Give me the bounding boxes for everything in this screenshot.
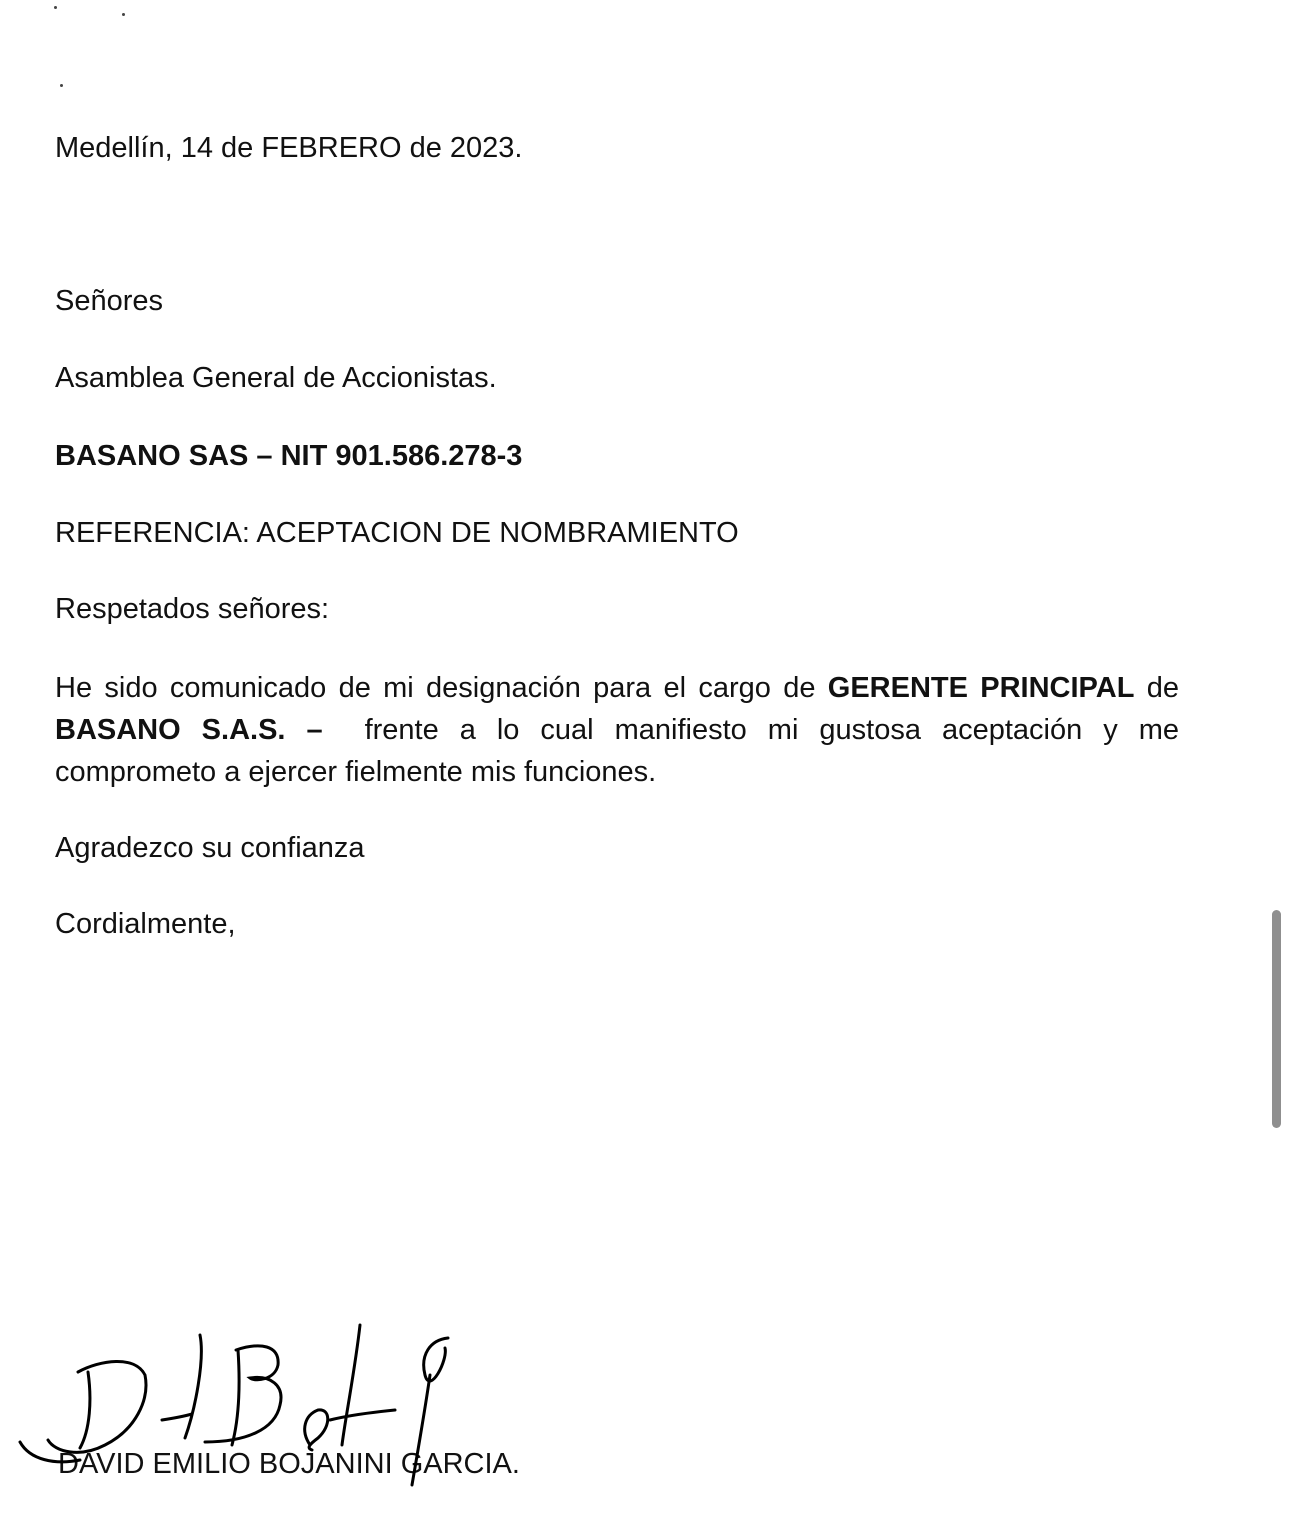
- reference-line: REFERENCIA: ACEPTACION DE NOMBRAMIENTO: [55, 517, 739, 549]
- date-line: Medellín, 14 de FEBRERO de 2023.: [55, 132, 523, 164]
- body-paragraph: [55, 667, 1188, 793]
- company-heading: BASANO SAS – NIT 901.586.278-3: [55, 440, 523, 472]
- thanks-line: Agradezco su confianza: [55, 832, 365, 864]
- greeting: Respetados señores:: [55, 593, 330, 625]
- signature: [0, 1320, 600, 1500]
- recipient: Asamblea General de Accionistas.: [55, 362, 497, 394]
- signature-stroke: [412, 1338, 448, 1485]
- signature-stroke: [162, 1414, 192, 1420]
- role-name: GERENTE PRINCIPAL: [827, 672, 1135, 704]
- signature-stroke: [205, 1346, 281, 1445]
- signature-stroke: [185, 1335, 201, 1438]
- company-name: BASANO S.A.S. –: [55, 714, 323, 746]
- signature-stroke: [80, 1372, 90, 1448]
- signature-stroke: [330, 1325, 395, 1445]
- scrollbar[interactable]: [1272, 910, 1281, 1128]
- signature-stroke: [48, 1361, 146, 1452]
- closing: Cordialmente,: [55, 908, 236, 940]
- signer-name: DAVID EMILIO BOJANINI GARCIA.: [58, 1448, 520, 1480]
- signature-stroke: [305, 1410, 328, 1450]
- scan-speck: [122, 13, 125, 16]
- body-text: frente a lo cual manifiesto mi gustosa aceptación y me comprometo a ejercer fielmente mis funciones.: [55, 714, 1188, 788]
- scan-speck: [54, 6, 57, 9]
- scan-speck: [60, 84, 63, 87]
- salutation: Señores: [55, 285, 164, 317]
- body-text: He sido comunicado de mi designación para el cargo de: [55, 672, 828, 704]
- body-text: de: [1134, 672, 1179, 704]
